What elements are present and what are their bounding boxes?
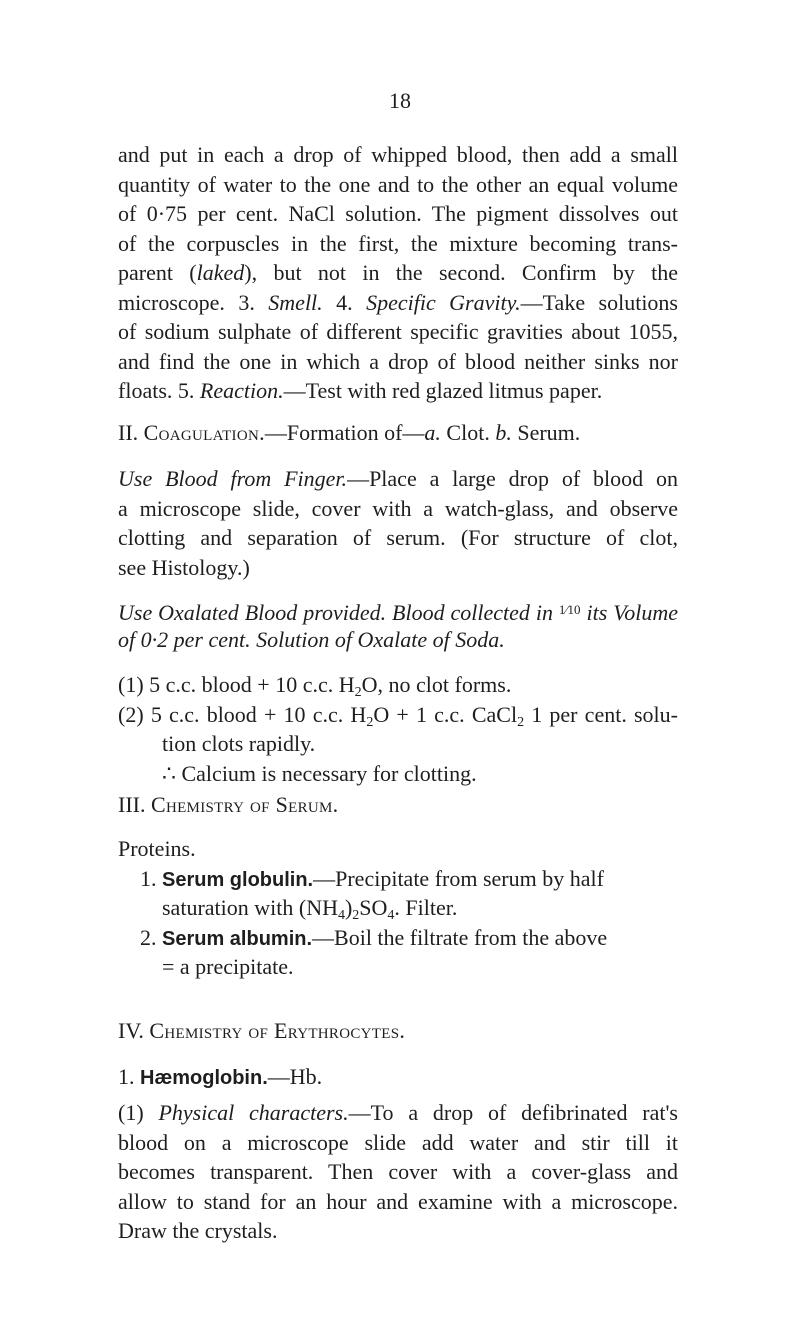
- text-line: blood on a microscope slide add water and stir till it: [118, 1129, 678, 1155]
- section-chemistry-serum: [118, 790, 678, 820]
- experiment-2: (2) 5 c.c. blood + 10 c.c. $H_2O + 1$ c.c. CaCl$_2$ 1 per cent. solu-: [118, 701, 678, 730]
- proteins-block: [118, 834, 678, 982]
- text-line: Use Blood from Finger.—Place a large drop of blood on: [118, 466, 679, 491]
- haemoglobin-block: [118, 1062, 678, 1092]
- text-line: becomes transparent. Then cover with a cover-glass and: [118, 1159, 678, 1184]
- fraction: 1⁄10: [558, 602, 581, 617]
- text-line: see Histology.): [118, 554, 250, 580]
- text-line: saturation with $(NH_4)_2SO_4$. Filter.: [162, 895, 458, 923]
- item-haemoglobin: 1. Hæmoglobin.—Hb.: [118, 1064, 323, 1089]
- text-line: (1) Physical characters.—To a drop of defibrinated rat's: [118, 1100, 678, 1125]
- text-line: and find the one in which a drop of blood neither sinks nor: [118, 348, 678, 374]
- paragraph-finger-blood: [118, 464, 678, 582]
- text-line: Use Oxalated Blood provided. Blood collected in $^{1⁄10}$ its Volume: [118, 600, 678, 625]
- text-line: floats. 5. Reaction.—Test with red glazed litmus paper.: [118, 378, 603, 403]
- section-chemistry-erythrocytes: [118, 1016, 678, 1046]
- text-line: of 0·2 per cent. Solution of Oxalate of Soda.: [118, 626, 505, 652]
- item-serum-albumin: 2. Serum albumin.—Boil the filtrate from the above: [140, 924, 608, 950]
- item-serum-globulin: 1. Serum globulin.—Precipitate from serum by half: [140, 865, 604, 891]
- paragraph-oxalated-blood: [118, 595, 678, 654]
- section-heading: II. Coagulation.—Formation of—a. Clot. b. Serum.: [118, 420, 581, 445]
- text-line: tion clots rapidly.: [162, 731, 316, 756]
- paragraph-blood-tests: [118, 140, 678, 406]
- section-heading: III. Chemistry of Serum.: [118, 792, 339, 817]
- text-line: quantity of water to the one and to the other an equal volume: [118, 171, 678, 197]
- text-line: of sodium sulphate of different specific gravities about 1055,: [118, 319, 678, 344]
- subheading-proteins: Proteins.: [118, 836, 196, 861]
- text-line: a microscope slide, cover with a watch-glass, and observe: [118, 495, 678, 521]
- text-line: parent (laked), but not in the second. Confirm by the: [118, 260, 679, 285]
- text-line: and put in each a drop of whipped blood, then add a small: [118, 142, 678, 167]
- text-line: allow to stand for an hour and examine with a microscope.: [118, 1188, 678, 1214]
- text-line: of the corpuscles in the first, the mixture becoming trans-: [118, 230, 678, 256]
- section-coagulation: [118, 418, 678, 448]
- experiment-list: [118, 670, 678, 788]
- page-number: 18: [389, 88, 411, 113]
- text-line: clotting and separation of serum. (For structure of clot,: [118, 525, 678, 550]
- text-line: microscope. 3. Smell. 4. Specific Gravity.—Take solutions: [118, 289, 678, 315]
- conclusion-line: ∴ Calcium is necessary for clotting.: [162, 760, 477, 786]
- text-line: Draw the crystals.: [118, 1218, 278, 1243]
- paragraph-physical-characters: [118, 1098, 678, 1246]
- section-heading: IV. Chemistry of Erythrocytes.: [118, 1018, 406, 1043]
- text-line: = a precipitate.: [162, 954, 294, 979]
- text-line: of 0·75 per cent. NaCl solution. The pigment dissolves out: [118, 201, 678, 226]
- experiment-1: (1) 5 c.c. blood + 10 c.c. $H_2O$, no clot forms.: [118, 672, 512, 700]
